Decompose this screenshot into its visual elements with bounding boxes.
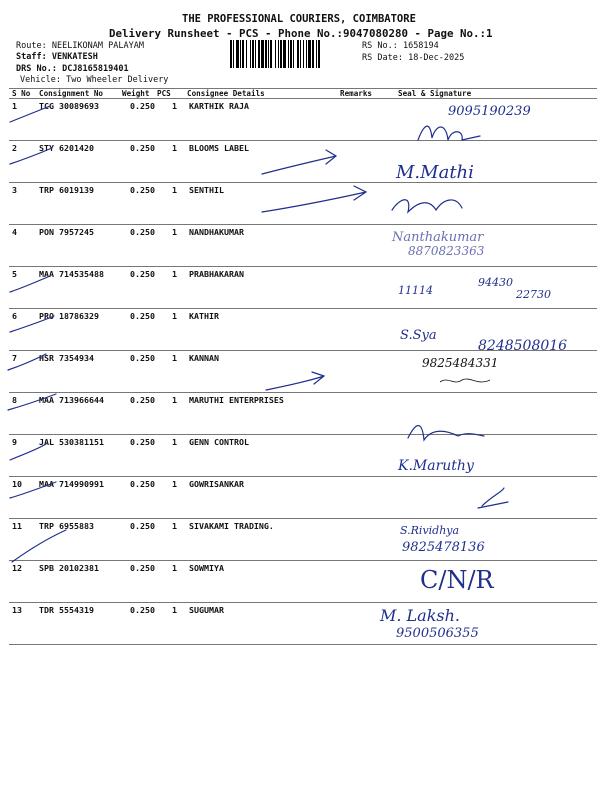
hw-r4-phone: 8870823363 (408, 244, 485, 258)
cell-pcs: 1 (172, 437, 177, 447)
barcode-bar (236, 40, 239, 68)
cell-weight: 0.250 (130, 269, 155, 279)
table-row (9, 560, 597, 602)
cell-weight: 0.250 (130, 185, 155, 195)
cell-pcs: 1 (172, 479, 177, 489)
barcode-bar (306, 40, 307, 68)
cell-weight: 0.250 (130, 311, 155, 321)
hw-r5-a: 11114 (398, 284, 433, 297)
cell-pcs: 1 (172, 395, 177, 405)
barcode-bar (318, 40, 320, 68)
cell-sno: 4 (12, 227, 17, 237)
cell-consignee: SOWMIYA (189, 563, 224, 573)
barcode-bar (275, 40, 276, 68)
cell-consignment: MAA 714535488 (39, 269, 104, 279)
cell-sno: 11 (12, 521, 22, 531)
cell-pcs: 1 (172, 563, 177, 573)
cell-consignee: MARUTHI ENTERPRISES (189, 395, 284, 405)
vehicle-line (20, 75, 168, 85)
staff-line (16, 52, 98, 62)
cell-sno: 13 (12, 605, 22, 615)
route-value: NEELIKONAM PALAYAM (51, 41, 144, 51)
hw-r7-b: 8248508016 (478, 338, 568, 354)
table-row (9, 518, 597, 560)
cell-consignee: SENTHIL (189, 185, 224, 195)
cell-consignee: KANNAN (189, 353, 219, 363)
hw-r11-name: S.Rividhya (400, 524, 460, 537)
cell-pcs: 1 (172, 605, 177, 615)
cell-consignment: TRP 6019139 (39, 185, 94, 195)
barcode-bar (250, 40, 251, 68)
table-row (9, 434, 597, 476)
cell-weight: 0.250 (130, 563, 155, 573)
vehicle-label: Vehicle: (20, 75, 61, 85)
table-row (9, 140, 597, 182)
cell-pcs: 1 (172, 143, 177, 153)
cell-consignee: SIVAKAMI TRADING. (189, 521, 274, 531)
hw-r3-name: M.Mathi (396, 162, 474, 183)
hw-r5-b: 94430 (478, 276, 513, 289)
barcode-bar (303, 40, 304, 68)
cell-sno: 3 (12, 185, 17, 195)
hw-r11-phone: 9825478136 (402, 540, 485, 555)
cell-consignee: BLOOMS LABEL (189, 143, 249, 153)
staff-value: VENKATESH (51, 52, 98, 62)
cell-weight: 0.250 (130, 521, 155, 531)
table-row (9, 392, 597, 434)
row-divider (9, 644, 597, 645)
cell-sno: 7 (12, 353, 17, 363)
barcode-bar (240, 40, 241, 68)
route-label: Route: (16, 41, 47, 51)
barcode-bar (270, 40, 272, 68)
cell-weight: 0.250 (130, 479, 155, 489)
cell-consignment: HSR 7354934 (39, 353, 94, 363)
cell-consignment: PRO 18786329 (39, 311, 99, 321)
hw-r13-phone: 9500506355 (396, 626, 479, 641)
cell-sno: 6 (12, 311, 17, 321)
cell-pcs: 1 (172, 101, 177, 111)
staff-label: Staff: (16, 52, 47, 62)
cell-weight: 0.250 (130, 101, 155, 111)
hw-r4-name: Nanthakumar (392, 230, 484, 245)
cell-pcs: 1 (172, 185, 177, 195)
hw-r7-c: 9825484331 (422, 356, 499, 370)
cell-consignee: NANDHAKUMAR (189, 227, 244, 237)
cell-consignment: MAA 713966644 (39, 395, 104, 405)
barcode-bar (280, 40, 282, 68)
barcode-bar (265, 40, 267, 68)
cell-consignment: SPB 20102381 (39, 563, 99, 573)
cell-sno: 8 (12, 395, 17, 405)
cell-weight: 0.250 (130, 437, 155, 447)
table-row (9, 224, 597, 266)
vehicle-value: Two Wheeler Delivery (66, 75, 169, 85)
col-header-seal: Seal & Signature (398, 89, 472, 98)
cell-consignee: PRABHAKARAN (189, 269, 244, 279)
cell-consignment: TCG 30089693 (39, 101, 99, 111)
cell-sno: 12 (12, 563, 22, 573)
cell-consignment: TRP 6955883 (39, 521, 94, 531)
barcode-bar (316, 40, 317, 68)
drs-value: DCJ8165819401 (62, 64, 129, 74)
table-row (9, 350, 597, 392)
drs-line (16, 64, 129, 74)
company-title: THE PROFESSIONAL COURIERS, COIMBATORE (182, 13, 416, 25)
hw-r5-c: 22730 (516, 288, 551, 301)
cell-sno: 5 (12, 269, 17, 279)
barcode-bar (308, 40, 311, 68)
barcode-bar (258, 40, 260, 68)
barcode-bar (255, 40, 256, 68)
cell-pcs: 1 (172, 311, 177, 321)
barcode-bar (312, 40, 314, 68)
col-header-remarks: Remarks (340, 89, 373, 98)
cell-consignee: GENN CONTROL (189, 437, 249, 447)
barcode-bar (290, 40, 292, 68)
barcode-bar (300, 40, 301, 68)
barcode-bar (252, 40, 254, 68)
barcode-bar (297, 40, 299, 68)
table-row (9, 602, 597, 644)
cell-consignee: KARTHIK RAJA (189, 101, 249, 111)
col-header-weight: Weight (122, 89, 150, 98)
cell-consignment: PON 7957245 (39, 227, 94, 237)
cell-weight: 0.250 (130, 605, 155, 615)
cell-consignment: MAA 714990991 (39, 479, 104, 489)
barcode (230, 40, 358, 68)
barcode-bar (288, 40, 289, 68)
cell-sno: 2 (12, 143, 17, 153)
cell-consignee: KATHIR (189, 311, 219, 321)
table-row (9, 182, 597, 224)
cell-consignment: TDR 5554319 (39, 605, 94, 615)
cell-weight: 0.250 (130, 143, 155, 153)
hw-r13-name: M. Laksh. (380, 606, 461, 625)
col-header-pcs: PCS (157, 89, 171, 98)
barcode-bar (261, 40, 264, 68)
rs-date-label: RS Date: (362, 53, 403, 63)
barcode-bar (293, 40, 294, 68)
rs-no-label: RS No.: (362, 41, 398, 51)
rs-date-value: 18-Dec-2025 (408, 53, 465, 63)
cell-weight: 0.250 (130, 227, 155, 237)
runsheet-table (9, 88, 597, 644)
hw-r1-phone: 9095190239 (448, 104, 531, 119)
barcode-bar (230, 40, 232, 68)
cell-sno: 9 (12, 437, 17, 447)
table-row (9, 476, 597, 518)
hw-r10-name: K.Maruthy (398, 458, 474, 474)
cell-sno: 10 (12, 479, 22, 489)
barcode-bar (268, 40, 269, 68)
cell-sno: 1 (12, 101, 17, 111)
cell-weight: 0.250 (130, 395, 155, 405)
cell-consignment: JAL 530381151 (39, 437, 104, 447)
col-header-consignee: Consignee Details (187, 89, 265, 98)
rs-date-line (362, 53, 464, 63)
hw-r12-text: C/N/R (420, 566, 494, 594)
cell-pcs: 1 (172, 269, 177, 279)
barcode-bar (283, 40, 286, 68)
cell-consignment: STY 6201420 (39, 143, 94, 153)
cell-consignee: SUGUMAR (189, 605, 224, 615)
runsheet-subtitle: Delivery Runsheet - PCS - Phone No.:9047080280 - Page No.:1 (109, 27, 493, 40)
hw-r7-a: S.Sya (400, 328, 437, 343)
col-header-sno: S No (12, 89, 31, 98)
rs-no-value: 1658194 (402, 41, 439, 51)
cell-pcs: 1 (172, 353, 177, 363)
cell-pcs: 1 (172, 521, 177, 531)
route-line (16, 41, 144, 51)
barcode-bar (233, 40, 234, 68)
col-header-consignment: Consignment No (39, 89, 104, 98)
rs-no-line (362, 41, 439, 51)
cell-pcs: 1 (172, 227, 177, 237)
cell-weight: 0.250 (130, 353, 155, 363)
cell-consignee: GOWRISANKAR (189, 479, 244, 489)
barcode-bar (246, 40, 247, 68)
barcode-bar (242, 40, 244, 68)
drs-label: DRS No.: (16, 64, 57, 74)
barcode-bar (278, 40, 279, 68)
